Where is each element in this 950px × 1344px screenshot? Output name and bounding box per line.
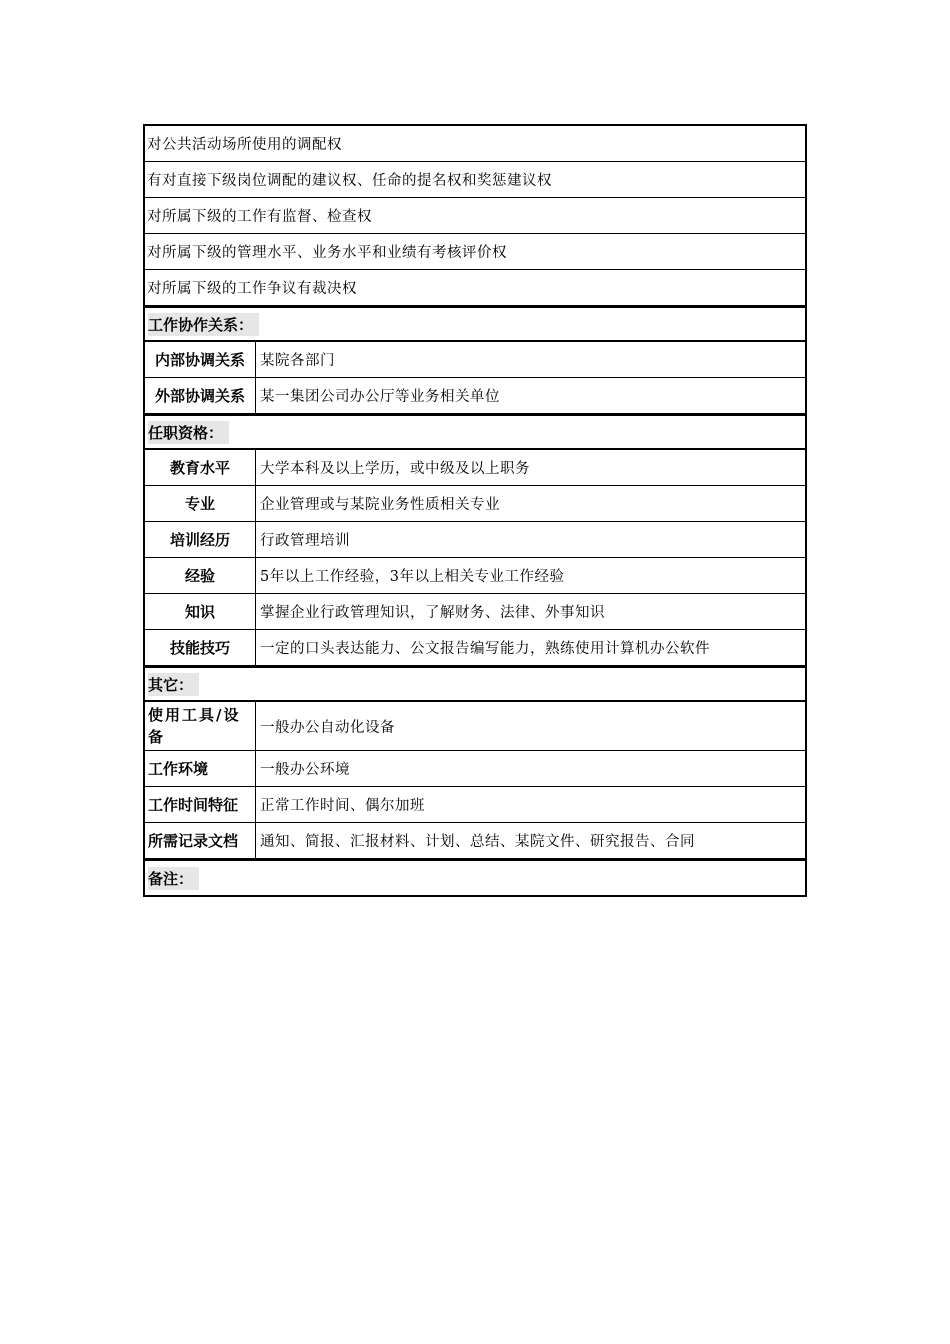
authority-row	[145, 126, 805, 162]
experience-row	[145, 558, 805, 594]
work-time-label: 工作时间特征	[145, 787, 256, 822]
education-row	[145, 450, 805, 486]
training-value: 行政管理培训	[260, 533, 350, 549]
major-row	[145, 486, 805, 522]
section-title	[145, 416, 229, 448]
major-value: 企业管理或与某院业务性质相关专业	[260, 497, 500, 513]
documents-label: 所需记录文档	[145, 823, 256, 858]
knowledge-row	[145, 594, 805, 630]
education-value: 大学本科及以上学历，或中级及以上职务	[260, 461, 530, 477]
cooperation-title: 工作协作关系：	[148, 313, 259, 336]
documents-row	[145, 823, 805, 859]
section-title	[145, 308, 259, 340]
internal-coordination-row	[145, 342, 805, 378]
other-section-header	[145, 666, 805, 702]
experience-label: 经验	[145, 558, 256, 593]
documents-value: 通知、简报、汇报材料、计划、总结、某院文件、研究报告、合同	[260, 834, 695, 850]
environment-value: 一般办公环境	[260, 762, 350, 778]
authority-text: 对所属下级的工作有监督、检查权	[147, 209, 372, 225]
skills-value: 一定的口头表达能力、公文报告编写能力，熟练使用计算机办公软件	[260, 641, 710, 657]
education-label: 教育水平	[145, 450, 256, 485]
environment-label: 工作环境	[145, 751, 256, 786]
tools-value: 一般办公自动化设备	[260, 719, 395, 736]
internal-coordination-value: 某院各部门	[260, 353, 335, 369]
environment-row	[145, 751, 805, 787]
external-coordination-value: 某一集团公司办公厅等业务相关单位	[260, 389, 500, 405]
skills-row	[145, 630, 805, 666]
section-title	[145, 861, 199, 895]
authority-text: 对公共活动场所使用的调配权	[147, 137, 342, 153]
training-row	[145, 522, 805, 558]
experience-value: 5年以上工作经验，3年以上相关专业工作经验	[260, 569, 565, 585]
skills-label: 技能技巧	[145, 630, 256, 665]
major-label: 专业	[145, 486, 256, 521]
internal-coordination-label: 内部协调关系	[145, 342, 256, 377]
notes-title: 备注：	[148, 867, 199, 890]
other-title: 其它：	[148, 673, 199, 696]
work-time-row	[145, 787, 805, 823]
tools-row	[145, 702, 805, 751]
authority-row	[145, 234, 805, 270]
knowledge-label: 知识	[145, 594, 256, 629]
external-coordination-row	[145, 378, 805, 414]
authority-row	[145, 198, 805, 234]
authority-row	[145, 270, 805, 306]
authority-row	[145, 162, 805, 198]
job-description-table	[143, 124, 807, 897]
authority-text: 对所属下级的管理水平、业务水平和业绩有考核评价权	[147, 245, 507, 261]
knowledge-value: 掌握企业行政管理知识，了解财务、法律、外事知识	[260, 605, 605, 621]
training-label: 培训经历	[145, 522, 256, 557]
section-title	[145, 668, 199, 700]
authority-text: 有对直接下级岗位调配的建议权、任命的提名权和奖惩建议权	[147, 173, 552, 189]
authority-text: 对所属下级的工作争议有裁决权	[147, 281, 357, 297]
qualifications-section-header	[145, 414, 805, 450]
external-coordination-label: 外部协调关系	[145, 378, 256, 413]
work-time-value: 正常工作时间、偶尔加班	[260, 798, 425, 814]
cooperation-section-header	[145, 306, 805, 342]
qualifications-title: 任职资格：	[148, 421, 229, 444]
notes-section-header	[145, 859, 805, 895]
tools-label: 使用工具/设备	[145, 702, 256, 750]
